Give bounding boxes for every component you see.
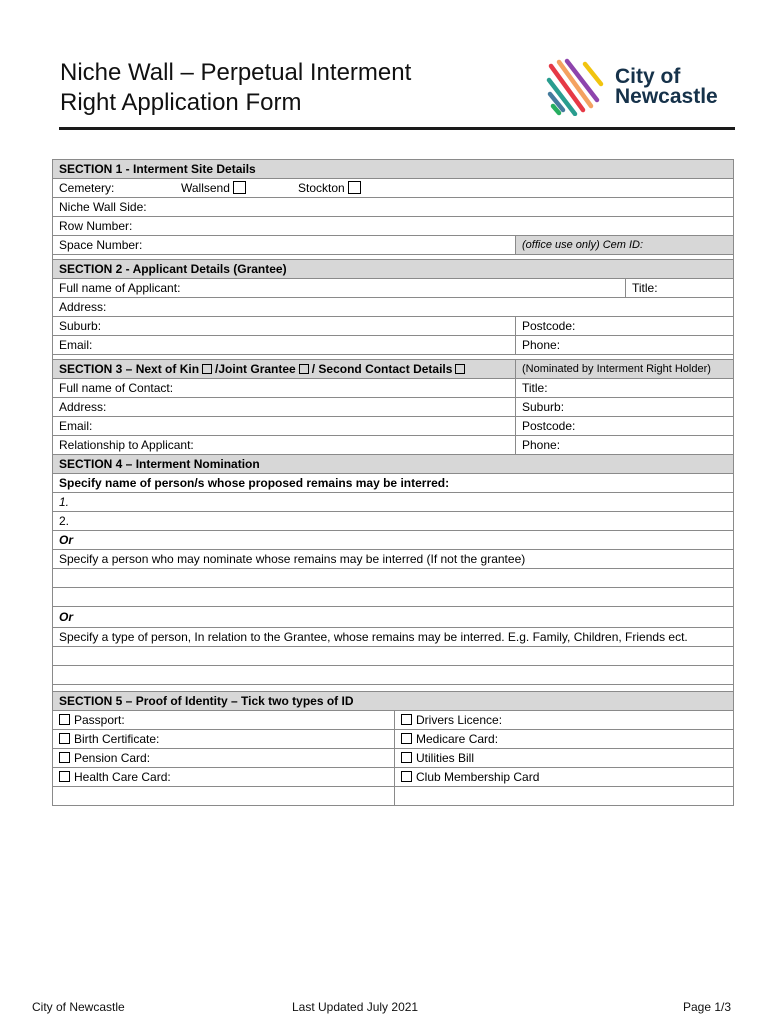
niche-wall-side-field[interactable]: Niche Wall Side:	[53, 198, 734, 217]
id-row-3	[53, 749, 734, 768]
row-number-field[interactable]: Row Number:	[53, 217, 734, 236]
section2-heading: SECTION 2 - Applicant Details (Grantee)	[53, 260, 734, 279]
specify-names-label: Specify name of person/s whose proposed remains may be interred:	[53, 474, 734, 493]
id-blank-right[interactable]	[395, 787, 734, 806]
application-form-table	[52, 159, 734, 806]
logo-text	[615, 67, 718, 107]
section3-heading-part2: /Joint Grantee	[215, 362, 296, 376]
id-option-medicare-card[interactable]	[395, 730, 734, 749]
id-row-4	[53, 768, 734, 787]
contact-address-field[interactable]: Address:	[53, 398, 516, 417]
id-option-birth-certificate[interactable]	[53, 730, 395, 749]
footer-last-updated: Last Updated July 2021	[292, 1000, 419, 1014]
id-option-club-membership-card[interactable]	[395, 768, 734, 787]
logo-stripes-icon	[545, 58, 611, 116]
contact-postcode-field[interactable]: Postcode:	[516, 417, 734, 436]
specify-type-row	[53, 628, 734, 647]
logo-text-line2: Newcastle	[615, 85, 718, 108]
drivers-licence-checkbox[interactable]	[401, 714, 412, 725]
applicant-address-field[interactable]: Address:	[53, 298, 734, 317]
nominee-2-field[interactable]: 2.	[53, 512, 734, 531]
utilities-bill-checkbox[interactable]	[401, 752, 412, 763]
second-contact-checkbox[interactable]	[455, 364, 465, 374]
header-divider	[59, 127, 735, 130]
applicant-address-row	[53, 298, 734, 317]
contact-email-row	[53, 417, 734, 436]
nominator-blank-row-1	[53, 569, 734, 588]
form-title-line2: Right Application Form	[60, 89, 302, 116]
id-option-pension-card[interactable]	[53, 749, 395, 768]
footer-organisation: City of Newcastle	[32, 1000, 125, 1014]
id-row-2	[53, 730, 734, 749]
utilities-bill-label: Utilities Bill	[416, 751, 475, 765]
specify-nominator-label: Specify a person who may nominate whose remains may be interred (If not the grantee)	[53, 550, 734, 569]
nominee-1-field[interactable]: 1.	[53, 493, 734, 512]
applicant-postcode-field[interactable]: Postcode:	[516, 317, 734, 336]
office-use-cem-id: (office use only) Cem ID:	[516, 236, 734, 255]
id-blank-left[interactable]	[53, 787, 395, 806]
health-care-card-checkbox[interactable]	[59, 771, 70, 782]
spacer	[53, 685, 734, 692]
type-blank-row-1	[53, 647, 734, 666]
id-blank-row	[53, 787, 734, 806]
drivers-licence-label: Drivers Licence:	[416, 713, 503, 727]
section3-header-row	[53, 360, 734, 379]
section3-note: (Nominated by Interment Right Holder)	[516, 360, 734, 379]
id-option-drivers-licence[interactable]	[395, 711, 734, 730]
contact-phone-field[interactable]: Phone:	[516, 436, 734, 455]
pension-card-label: Pension Card:	[74, 751, 151, 765]
section4-header-row	[53, 455, 734, 474]
section5-heading: SECTION 5 – Proof of Identity – Tick two types of ID	[53, 692, 734, 711]
applicant-suburb-row	[53, 317, 734, 336]
wallsend-label: Wallsend	[181, 181, 230, 195]
birth-certificate-label: Birth Certificate:	[74, 732, 160, 746]
section3-heading-part3: / Second Contact Details	[311, 362, 453, 376]
space-number-row	[53, 236, 734, 255]
or-label-1: Or	[53, 531, 734, 550]
section2-header-row	[53, 260, 734, 279]
cemetery-row	[53, 179, 734, 198]
applicant-phone-field[interactable]: Phone:	[516, 336, 734, 355]
id-option-health-care-card[interactable]	[53, 768, 395, 787]
nominator-blank-row-2	[53, 588, 734, 607]
stockton-option	[298, 179, 361, 197]
applicant-full-name-field[interactable]: Full name of Applicant:	[53, 279, 626, 298]
club-membership-card-label: Club Membership Card	[416, 770, 540, 784]
specify-nominator-row	[53, 550, 734, 569]
contact-name-row	[53, 379, 734, 398]
contact-suburb-field[interactable]: Suburb:	[516, 398, 734, 417]
contact-full-name-field[interactable]: Full name of Contact:	[53, 379, 516, 398]
stockton-checkbox[interactable]	[348, 181, 361, 194]
pension-card-checkbox[interactable]	[59, 752, 70, 763]
specify-names-row	[53, 474, 734, 493]
applicant-title-field[interactable]: Title:	[626, 279, 734, 298]
applicant-email-field[interactable]: Email:	[53, 336, 516, 355]
type-field-2[interactable]	[53, 666, 734, 685]
or-label-2: Or	[53, 607, 734, 628]
row-number-row	[53, 217, 734, 236]
medicare-card-checkbox[interactable]	[401, 733, 412, 744]
niche-wall-side-row	[53, 198, 734, 217]
health-care-card-label: Health Care Card:	[74, 770, 171, 784]
id-option-passport[interactable]	[53, 711, 395, 730]
cemetery-label: Cemetery:	[59, 181, 115, 195]
contact-address-row	[53, 398, 734, 417]
nominator-field-2[interactable]	[53, 588, 734, 607]
city-of-newcastle-logo	[545, 58, 735, 116]
id-option-utilities-bill[interactable]	[395, 749, 734, 768]
cemetery-cell	[53, 179, 734, 198]
nominee-1-row	[53, 493, 734, 512]
section3-heading	[53, 360, 516, 379]
nominee-2-row	[53, 512, 734, 531]
section5-header-row	[53, 692, 734, 711]
footer-page-number: Page 1/3	[683, 1000, 732, 1014]
birth-certificate-checkbox[interactable]	[59, 733, 70, 744]
space-number-field[interactable]: Space Number:	[53, 236, 516, 255]
or-row-1	[53, 531, 734, 550]
form-title	[60, 58, 411, 118]
joint-grantee-checkbox[interactable]	[299, 364, 309, 374]
contact-title-field[interactable]: Title:	[516, 379, 734, 398]
or-row-2	[53, 607, 734, 628]
logo-text-line1: City of	[615, 65, 681, 88]
passport-checkbox[interactable]	[59, 714, 70, 725]
passport-label: Passport:	[74, 713, 125, 727]
contact-email-field[interactable]: Email:	[53, 417, 516, 436]
section1-heading: SECTION 1 - Interment Site Details	[53, 160, 734, 179]
medicare-card-label: Medicare Card:	[416, 732, 499, 746]
wallsend-checkbox[interactable]	[233, 181, 246, 194]
stockton-label: Stockton	[298, 181, 345, 195]
type-blank-row-2	[53, 666, 734, 685]
form-title-line1: Niche Wall – Perpetual Interment	[60, 59, 412, 86]
specify-type-label: Specify a type of person, In relation to the Grantee, whose remains may be interred. E.g. Family, Children, Friends ect.	[53, 628, 734, 647]
contact-relationship-row	[53, 436, 734, 455]
id-row-1	[53, 711, 734, 730]
next-of-kin-checkbox[interactable]	[202, 364, 212, 374]
type-field-1[interactable]	[53, 647, 734, 666]
club-membership-card-checkbox[interactable]	[401, 771, 412, 782]
nominator-field-1[interactable]	[53, 569, 734, 588]
section4-heading: SECTION 4 – Interment Nomination	[53, 455, 734, 474]
section1-header-row	[53, 160, 734, 179]
contact-relationship-field[interactable]: Relationship to Applicant:	[53, 436, 516, 455]
wallsend-option	[181, 179, 246, 197]
applicant-email-row	[53, 336, 734, 355]
applicant-suburb-field[interactable]: Suburb:	[53, 317, 516, 336]
section3-heading-part1: SECTION 3 – Next of Kin	[59, 362, 200, 376]
applicant-name-row	[53, 279, 734, 298]
